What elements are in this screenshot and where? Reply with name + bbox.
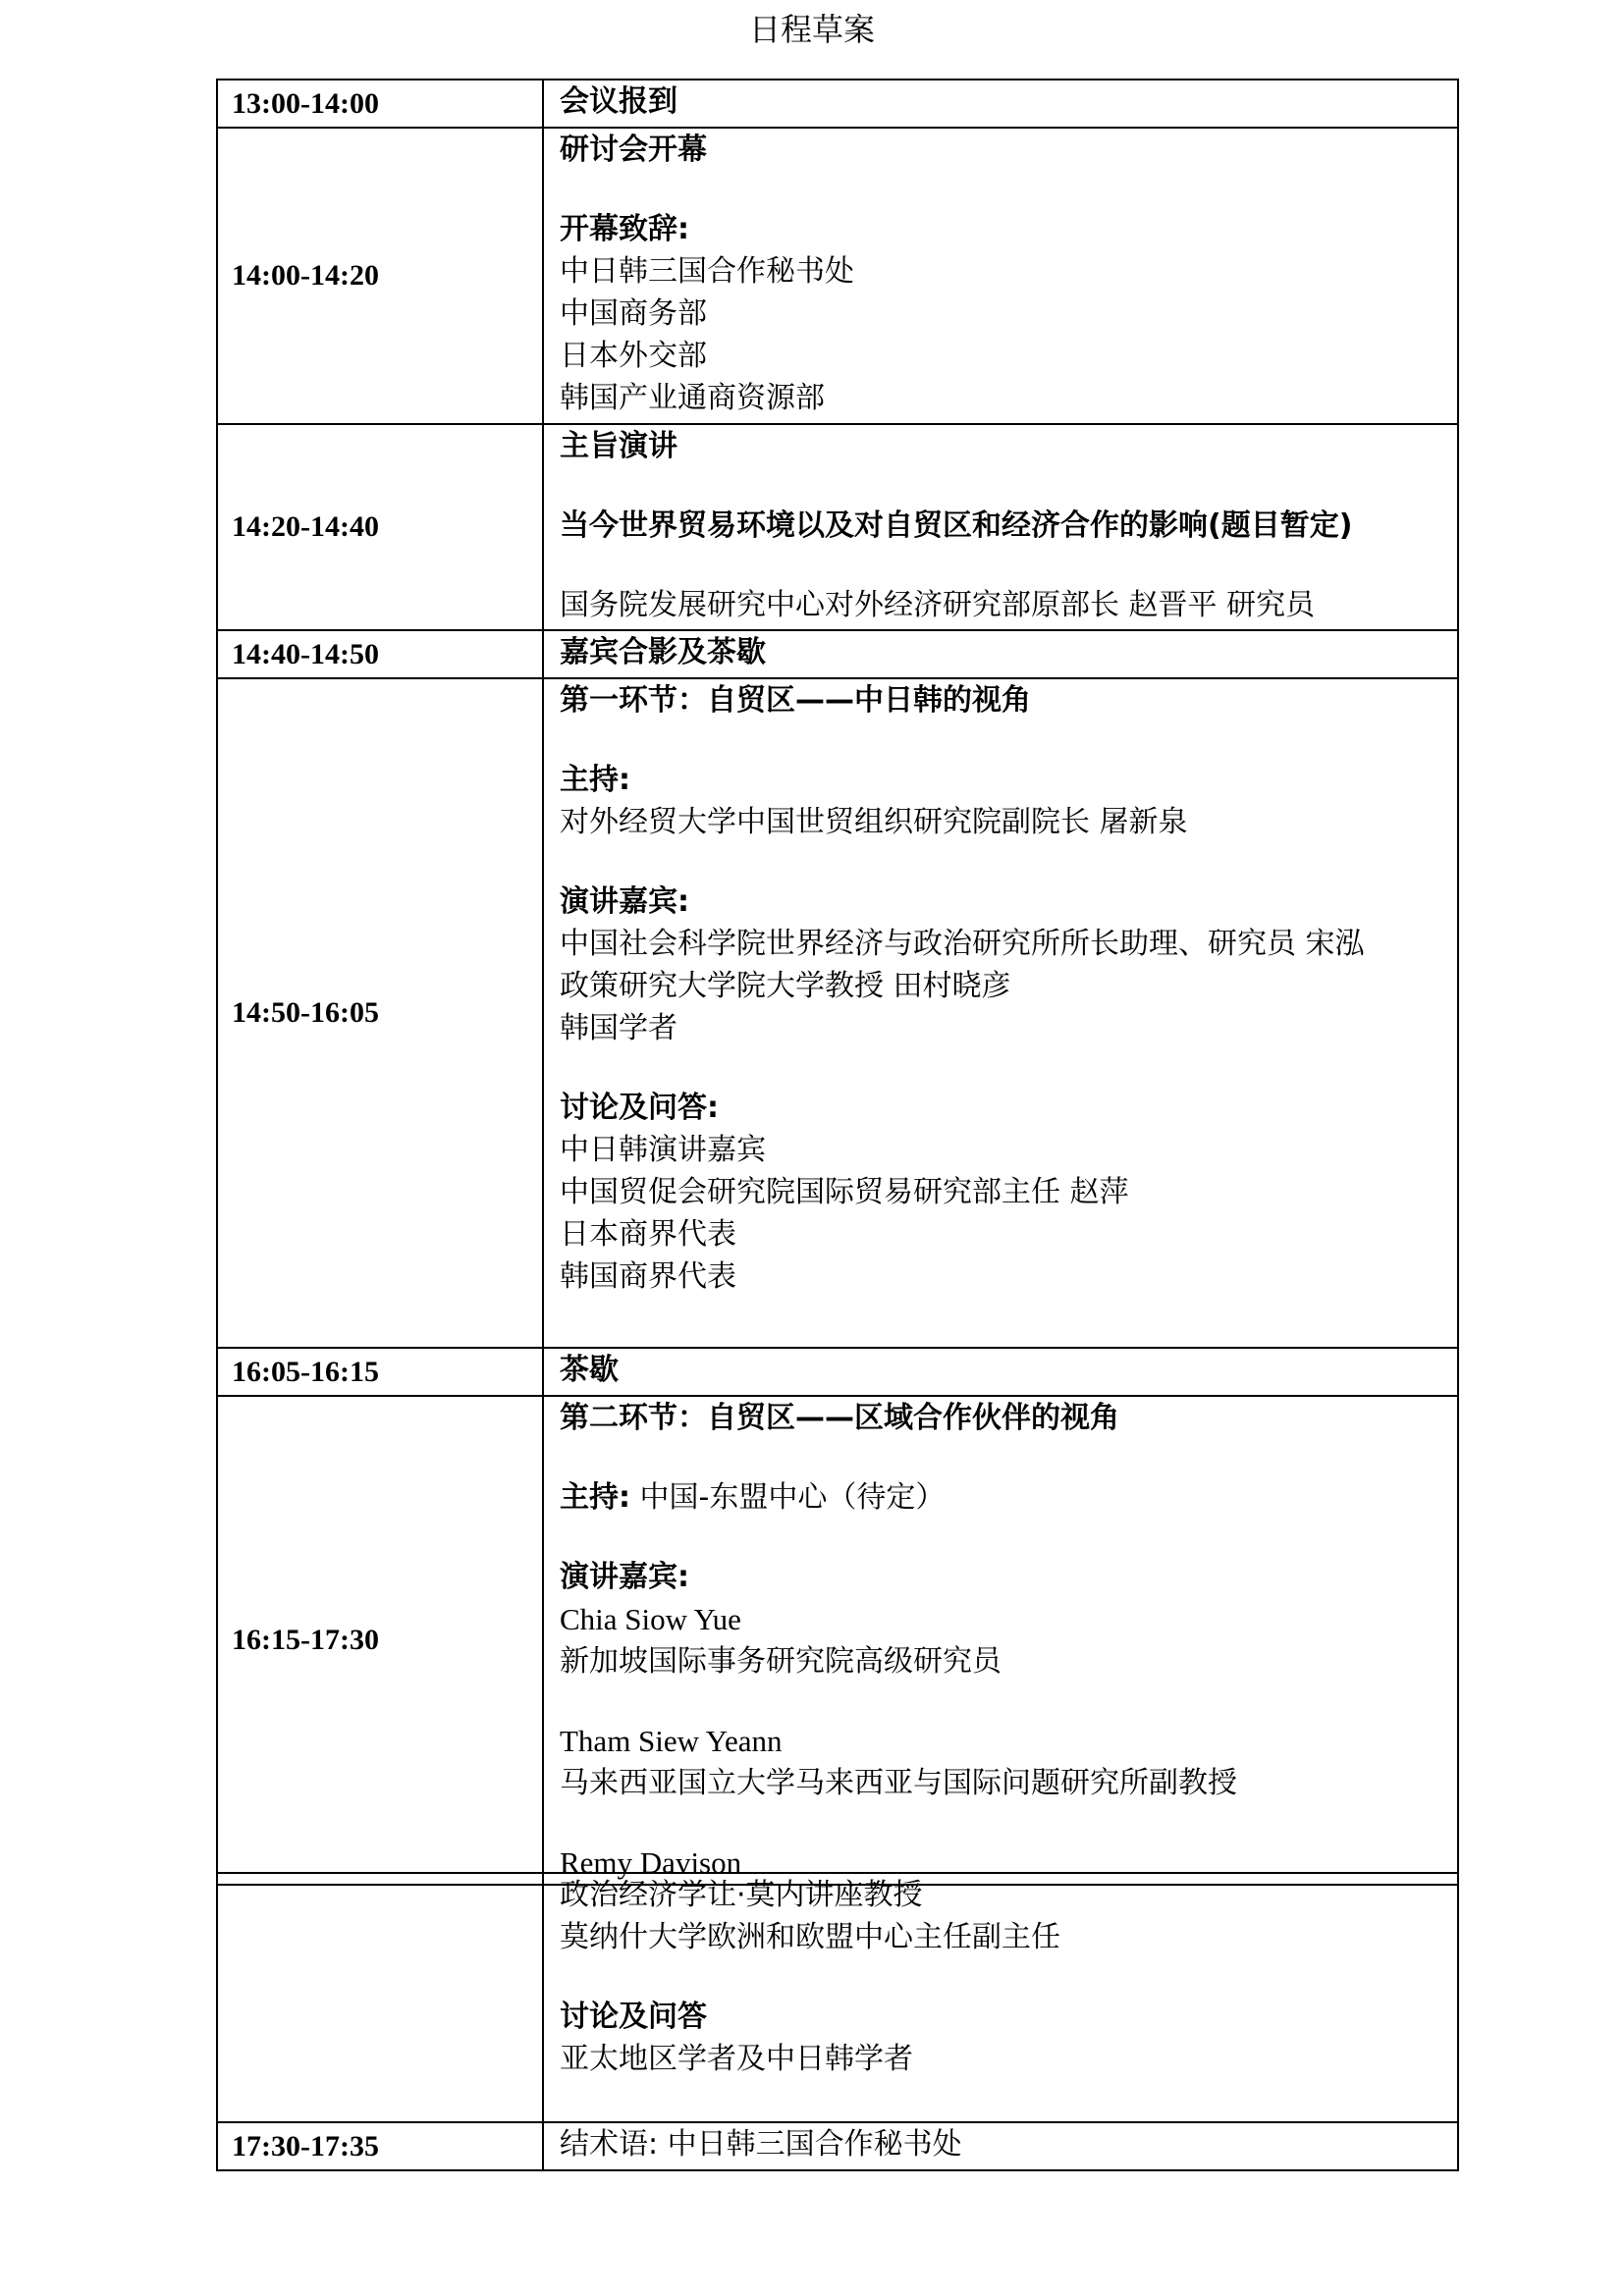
content-cell <box>543 1348 1458 1396</box>
table-row <box>217 80 1458 128</box>
time-cell: 14:20-14:40 <box>217 424 543 630</box>
content-cell <box>543 678 1458 1348</box>
table-row <box>217 424 1458 630</box>
section-heading: 主旨演讲 <box>560 429 677 463</box>
content-cell <box>543 2122 1458 2170</box>
speaker-line: 亚太地区学者及中日韩学者 <box>560 2042 913 2076</box>
table-row <box>217 630 1458 678</box>
speaker-line: 日本外交部 <box>560 339 707 373</box>
speaker-line: 韩国商界代表 <box>560 1259 736 1294</box>
time-cell: 16:15-17:30 <box>217 1396 543 1885</box>
keynote-title: 当今世界贸易环境以及对自贸区和经济合作的影响(题目暂定) <box>560 508 1353 543</box>
section-heading: 第二环节：自贸区——区域合作伙伴的视角 <box>560 1401 1119 1435</box>
agenda-table <box>216 79 1459 1886</box>
sub-heading: 开幕致辞: <box>560 212 689 246</box>
time-cell: 14:00-14:20 <box>217 128 543 424</box>
speaker-line: 马来西亚国立大学马来西亚与国际问题研究所副教授 <box>560 1766 1237 1800</box>
content-cell <box>543 1873 1458 2122</box>
moderator-line <box>560 1476 1457 1519</box>
agenda-table-continued <box>216 1872 1459 2171</box>
speaker-line: 中日韩演讲嘉宾 <box>560 1133 766 1167</box>
item-label: 茶歇 <box>560 1353 619 1387</box>
time-cell <box>217 1873 543 2122</box>
table-row <box>217 128 1458 424</box>
speaker-line: 新加坡国际事务研究院高级研究员 <box>560 1644 1001 1679</box>
speaker-line: 韩国产业通商资源部 <box>560 381 825 415</box>
table-row <box>217 678 1458 1348</box>
speaker-line: 政策研究大学院大学教授 田村晓彦 <box>560 969 1011 1003</box>
content-cell <box>543 128 1458 424</box>
speaker-line: 中国贸促会研究院国际贸易研究部主任 赵萍 <box>560 1175 1129 1209</box>
item-label: 结术语: 中日韩三国合作秘书处 <box>560 2127 962 2162</box>
table-row <box>217 1873 1458 2122</box>
time-cell: 17:30-17:35 <box>217 2122 543 2170</box>
section-heading: 研讨会开幕 <box>560 133 707 167</box>
table-row <box>217 1348 1458 1396</box>
speaker-line: 莫纳什大学欧洲和欧盟中心主任副主任 <box>560 1920 1060 1954</box>
sub-heading: 演讲嘉宾: <box>560 884 689 919</box>
page-title: 日程草案 <box>748 11 875 48</box>
speaker-line: 政治经济学让·莫内讲座教授 <box>560 1878 923 1912</box>
time-cell: 16:05-16:15 <box>217 1348 543 1396</box>
item-label: 会议报到 <box>560 84 677 119</box>
speaker-line: 对外经贸大学中国世贸组织研究院副院长 屠新泉 <box>560 805 1188 839</box>
time-cell: 14:50-16:05 <box>217 678 543 1348</box>
speaker-name: Chia Siow Yue <box>560 1602 741 1636</box>
sub-heading: 演讲嘉宾: <box>560 1560 689 1594</box>
speaker-line: 中国商务部 <box>560 296 707 331</box>
moderator-value: 中国-东盟中心（待定） <box>630 1480 946 1515</box>
sub-heading: 讨论及问答: <box>560 1091 719 1125</box>
sub-heading: 主持: <box>560 763 630 797</box>
table-row <box>217 2122 1458 2170</box>
sub-heading: 讨论及问答 <box>560 2000 707 2034</box>
speaker-line: 国务院发展研究中心对外经济研究部原部长 赵晋平 研究员 <box>560 588 1316 622</box>
speaker-name: Tham Siew Yeann <box>560 1724 783 1758</box>
time-cell: 14:40-14:50 <box>217 630 543 678</box>
speaker-name: Remy Davison <box>560 1845 742 1880</box>
section-heading: 第一环节：自贸区——中日韩的视角 <box>560 683 1031 718</box>
content-cell <box>543 424 1458 630</box>
item-label: 嘉宾合影及茶歇 <box>560 635 766 669</box>
time-cell: 13:00-14:00 <box>217 80 543 128</box>
content-cell <box>543 1396 1458 1885</box>
moderator-label: 主持: <box>560 1480 630 1515</box>
content-cell <box>543 80 1458 128</box>
speaker-line: 中日韩三国合作秘书处 <box>560 254 854 289</box>
content-cell <box>543 630 1458 678</box>
speaker-line: 韩国学者 <box>560 1011 677 1045</box>
speaker-line: 中国社会科学院世界经济与政治研究所所长助理、研究员 宋泓 <box>560 927 1365 961</box>
table-row <box>217 1396 1458 1885</box>
speaker-line: 日本商界代表 <box>560 1217 736 1252</box>
